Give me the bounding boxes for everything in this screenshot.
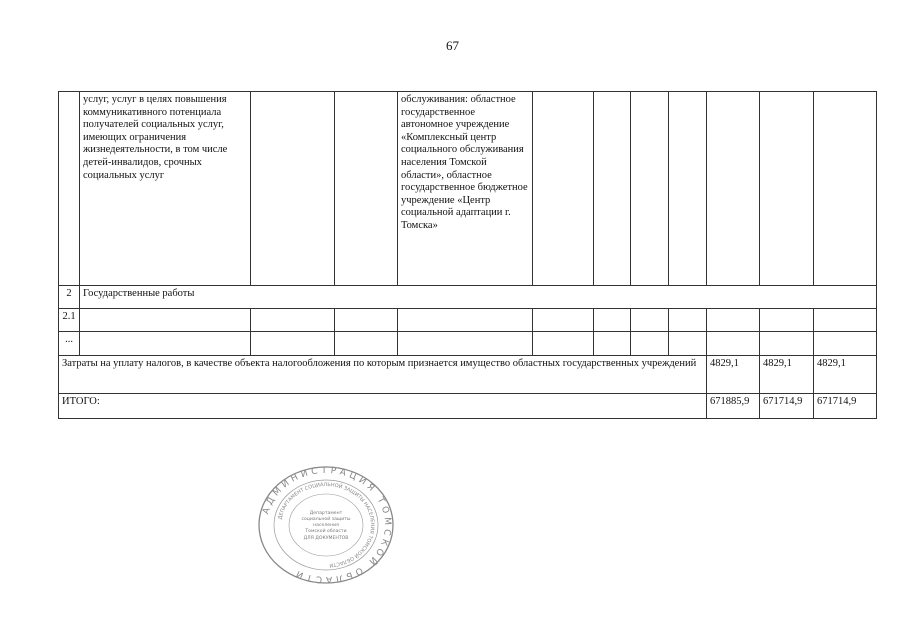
table-row <box>59 286 877 309</box>
value-cell: 4829,1 <box>814 356 877 394</box>
stamp-center-line: ДЛЯ ДОКУМЕНТОВ <box>303 536 349 541</box>
table-row <box>59 92 877 286</box>
stamp-outer-text: АДМИНИСТРАЦИЯ ТОМСКОЙ ОБЛАСТИ <box>261 465 393 585</box>
stamp-center-line: Департамент <box>309 511 343 516</box>
total-label: ИТОГО: <box>59 394 707 419</box>
budget-table <box>58 91 877 419</box>
table-row <box>59 394 877 419</box>
total-value-cell: 671714,9 <box>760 394 814 419</box>
stamp-inner-text: ДЕПАРТАМЕНТ СОЦИАЛЬНОЙ ЗАЩИТЫ НАСЕЛЕНИЯ ТОМСКОЙ ОБЛАСТИ <box>277 481 376 568</box>
service-description-cell: услуг, услуг в целях повышения коммуникативного потенциала получателей социальных услуг, имеющих ограничения жизнедеятельности, в том числе детей-инвалидов, срочных социальных услуг <box>80 92 251 286</box>
total-value-cell: 671714,9 <box>814 394 877 419</box>
row-number: 2.1 <box>59 309 80 332</box>
table-row <box>59 332 877 356</box>
institution-cell: обслуживания: областное государственное автономное учреждение «Комплексный центр социального обслуживания населения Томской области», областное государственное бюджетное учреждение «Центр социальной адаптации г. Томска» <box>398 92 533 286</box>
row-number: ... <box>59 332 80 356</box>
official-stamp <box>256 465 396 585</box>
value-cell: 4829,1 <box>707 356 760 394</box>
stamp-center-line: Томской области <box>305 529 347 534</box>
total-value-cell: 671885,9 <box>707 394 760 419</box>
stamp-center-line: населения <box>313 523 339 528</box>
value-cell: 4829,1 <box>760 356 814 394</box>
table-row <box>59 309 877 332</box>
section-title: Государственные работы <box>80 286 877 309</box>
page-number: 67 <box>446 38 459 53</box>
row-number: 2 <box>59 286 80 309</box>
tax-costs-label: Затраты на уплату налогов, в качестве объекта налогообложения по которым признается имущество областных государственных учреждений <box>59 356 707 394</box>
stamp-center-line: социальной защиты <box>301 517 351 522</box>
table-row <box>59 356 877 394</box>
